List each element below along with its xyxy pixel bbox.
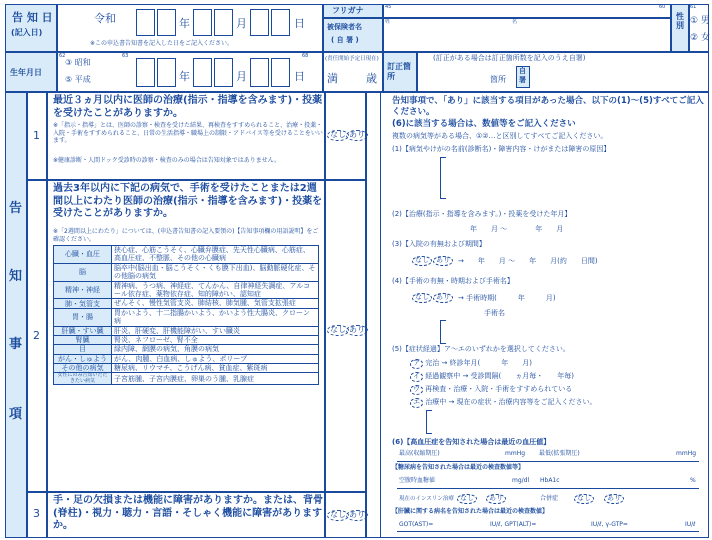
birth-day-unit: 日	[294, 70, 305, 83]
disease-items: 肝炎、肝硬変、肝機能障がい、すい臓炎	[112, 326, 319, 335]
dm-label: 【糖尿病を告知された場合は最近の検査数値等】	[392, 464, 525, 471]
section5-input[interactable]	[434, 411, 712, 433]
complication-yes[interactable]	[604, 494, 624, 504]
q3-number: 3	[33, 507, 40, 520]
notice-date-sub: (記入日)	[11, 28, 43, 37]
bp-high-label: 最高(収縮期圧)	[399, 450, 440, 457]
furigana-label: フリガナ	[332, 6, 364, 15]
q2-number: 2	[33, 329, 40, 342]
year-digit-1[interactable]	[136, 9, 155, 36]
disease-category: 腎臓	[54, 335, 112, 344]
detail-intro3: 複数の病気等がある場合、①②…と区別してすべてご記入ください。	[392, 132, 608, 140]
section3-label: (3)【入院の有無および期間】	[392, 240, 486, 248]
disease-items: ぜんそく、慢性気管支炎、肺結核、肺気腫、気管支拡張症	[112, 299, 319, 308]
side-label-2: 知	[9, 269, 23, 284]
year-unit: 年	[179, 17, 190, 30]
s5-c-mark: ウ	[410, 385, 423, 395]
gpt-label: IU/ℓ, GPT(ALT)=	[490, 521, 537, 528]
section2-line[interactable]: 年 月 〜 年 月	[470, 225, 564, 233]
section4-line[interactable]: → 手術時期( 年 月)	[458, 294, 556, 302]
section5-c[interactable]	[410, 385, 572, 395]
disease-row	[54, 281, 319, 299]
q2-no-label: なし	[327, 325, 349, 336]
q1-yes-label: あり	[346, 130, 368, 141]
disease-category: 女性にのみ告知いただきたい病気	[54, 373, 112, 385]
bp-low-label: 最低(拡張期圧)	[539, 450, 580, 457]
section4-label: (4)【手術の有無・時期および手術名】	[392, 277, 514, 285]
disease-row	[54, 345, 319, 354]
side-label-1: 告	[9, 201, 23, 216]
disease-table	[53, 245, 319, 385]
age-unit: 歳	[366, 72, 377, 85]
month-unit: 月	[236, 17, 247, 30]
insulin-no[interactable]	[457, 494, 477, 504]
era-heisei[interactable]: ⑤ 平成	[65, 75, 91, 84]
num-63: 63	[122, 53, 129, 59]
disease-category: その他の病気	[54, 364, 112, 373]
side-label-4: 項	[9, 407, 23, 422]
disease-items: 腎炎、ネフローゼ、腎不全	[112, 335, 319, 344]
insulin-yes[interactable]	[486, 494, 506, 504]
complication-no-label: なし	[574, 494, 594, 504]
disease-items: 精神病、うつ病、神経症、てんかん、自律神経失調症、アルコール依存症、薬物依存症、知的障がい、認知症	[112, 281, 319, 299]
q2-answer-cell	[325, 180, 366, 492]
furigana-field[interactable]	[383, 4, 671, 18]
birth-month-unit: 月	[236, 70, 247, 83]
q2-yes-label: あり	[346, 325, 368, 336]
insulin-label: 現在のインスリン治療	[399, 496, 454, 502]
bp-high-unit: mmHg	[505, 450, 526, 457]
hba1c-label: HbA1c	[540, 477, 560, 484]
num-45: 45	[385, 4, 392, 10]
bp-low-unit: mmHg	[676, 450, 697, 457]
disease-category: 脳	[54, 263, 112, 281]
age-full: 満	[327, 72, 338, 85]
year-digit-2[interactable]	[157, 9, 176, 36]
disease-items: 胃かいよう、十二指腸かいよう、かいよう性大腸炎、クローン病	[112, 308, 319, 326]
complication-yes-label: あり	[604, 494, 624, 504]
birth-month-1[interactable]	[193, 58, 212, 87]
day-digit-2[interactable]	[271, 9, 290, 36]
disease-items: がん、肉腫、白血病、しゅよう、ポリープ	[112, 354, 319, 363]
section1-bracket-left	[440, 157, 446, 199]
s5-a-mark: ア	[410, 359, 423, 369]
disease-category: がん・しゅよう	[54, 354, 112, 363]
section5-bracket-left	[426, 410, 432, 434]
section4-yes[interactable]	[433, 293, 453, 303]
q3-answer-yes[interactable]	[346, 510, 368, 521]
birth-label: 生年月日	[10, 68, 42, 77]
got-label: GOT(AST)=	[399, 521, 434, 528]
complication-no[interactable]	[574, 494, 594, 504]
insured-name-label: 被保険者名	[327, 23, 362, 31]
surname-label: 姓	[385, 19, 391, 25]
q1-note2: ※健康診断・人間ドック受診時の診察・検査のみの場合は告知対象ではありません。	[53, 157, 281, 164]
insured-name-field[interactable]	[383, 18, 671, 52]
section4-name-label: 手術名	[484, 309, 505, 317]
s5-d-text: 治療中 → 現在の症状・治療内容等をご記入ください。	[425, 398, 597, 406]
s4-yes-label: あり	[433, 293, 453, 303]
s5-c-text: 再検査・治療・入院・手術をすすめられている	[425, 385, 573, 393]
side-label-cell	[5, 92, 27, 538]
disease-items: 糖尿病、リウマチ、こうげん病、貧血症、紫斑病	[112, 364, 319, 373]
disease-row	[54, 326, 319, 335]
disease-row	[54, 246, 319, 264]
section4-no[interactable]	[412, 293, 432, 303]
disease-row	[54, 373, 319, 385]
section3-no[interactable]	[412, 256, 432, 266]
month-digit-2[interactable]	[214, 9, 233, 36]
num-68: 68	[302, 53, 309, 59]
birth-year-1[interactable]	[136, 58, 155, 87]
disease-row	[54, 308, 319, 326]
glucose-label: 空腹時血糖値	[399, 477, 436, 484]
s5-a-text: 完治 → 終診年月( 年 月)	[425, 359, 533, 367]
gender-field	[689, 4, 709, 52]
disease-items: 子宮筋腫、子宮内膜症、卵巣のう腫、乳腺症	[112, 373, 319, 385]
disease-row	[54, 299, 319, 308]
q2-title: 過去3年以内に下記の病気で、手術を受けたことまたは2週間以上にわたり医師の治療(指示・指導を含みます)・投薬を受けたことがありますか。	[53, 183, 323, 219]
correction-sign: 自署	[519, 67, 526, 84]
correction-count-unit: 箇所	[490, 75, 506, 84]
q1-answer-yes[interactable]	[346, 130, 368, 141]
birth-year-2[interactable]	[157, 58, 176, 87]
complication-label: 合併症	[540, 495, 559, 502]
day-unit: 日	[294, 17, 305, 30]
birth-year-unit: 年	[179, 70, 190, 83]
birth-day-1[interactable]	[250, 58, 269, 87]
month-digit-1[interactable]	[193, 9, 212, 36]
disease-category: 肺・気管支	[54, 299, 112, 308]
insulin-yes-label: あり	[486, 494, 506, 504]
num-60: 60	[659, 4, 666, 10]
section1-label: (1)【病気やけがの名前(診断名)・障害内容・けがまたは障害の原因】	[392, 145, 611, 153]
notice-note: ※この申込書告知書を記入した日をご記入ください。	[90, 40, 234, 47]
detail-intro2: (6)に該当する場合は、数値等をご記入ください	[392, 119, 576, 129]
insulin-no-label: なし	[457, 494, 477, 504]
gender-label: 性別	[676, 12, 684, 30]
disease-row	[54, 263, 319, 281]
disease-category: 胃・腸	[54, 308, 112, 326]
birth-day-2[interactable]	[271, 58, 290, 87]
detail-intro1: 告知事項で、「あり」に該当する項目があった場合、以下の(1)〜(5)すべてご記入ください。	[392, 96, 704, 118]
disease-items: 狭心症、心筋こうそく、心臓弁膜症、先天性心臓病、心筋症、高血圧症、不整脈、その他の心臓病	[112, 246, 319, 264]
q1-title: 最近３ヵ月以内に医師の治療(指示・指導を含みます)・投薬を受けたことがありますか。	[53, 95, 323, 119]
s5-b-mark: イ	[410, 372, 423, 382]
liver-underline	[397, 531, 699, 532]
s4-no-label: なし	[412, 293, 432, 303]
num-61: 61	[690, 4, 697, 10]
section5-a[interactable]	[410, 359, 532, 369]
era-reiwa: 令和	[94, 12, 116, 25]
disease-category: 精神・神経	[54, 281, 112, 299]
q2-note: ※「2週間以上にわたり」については、(申込書告知書の記入要領の)【告知事項欄の用語説明】をご確認ください。	[53, 228, 319, 243]
section5-label: (5)【症状経過】ア〜エのいずれかを選択してください。	[392, 345, 570, 353]
correction-note: (訂正がある場合は訂正箇所数を記入のうえ自署)	[433, 54, 586, 62]
q3-yes-label: あり	[346, 510, 368, 521]
liver-label: 【肝臓に関する病名を告知された場合は最近の検査数値】	[392, 508, 549, 515]
bp-underline	[397, 461, 699, 462]
s5-d-mark: エ	[410, 398, 423, 408]
hba1c-unit: %	[690, 477, 696, 484]
q1-no-label: なし	[327, 130, 349, 141]
s3-yes-label: あり	[433, 256, 453, 266]
section3-line[interactable]: → 年 月 〜 年 月(約 日間)	[458, 257, 598, 265]
disease-row	[54, 335, 319, 344]
section2-label: (2)【治療(指示・指導を含みます。)・投薬を受けた年月】	[392, 210, 572, 218]
glucose-unit: mg/dl	[512, 477, 530, 484]
disease-category: 肝臓・すい臓	[54, 326, 112, 335]
disease-items: 緑内障、網膜の病気、角膜の病気	[112, 345, 319, 354]
age-label: (責任開始予定日現在)	[325, 56, 379, 62]
s3-no-label: なし	[412, 256, 432, 266]
ggtp-label: IU/ℓ, γ-GTP=	[591, 521, 628, 528]
num-62: 62	[59, 53, 66, 59]
insured-name-sub: ( 自 署 )	[331, 36, 359, 44]
section5-d[interactable]	[410, 398, 597, 408]
dm-underline	[397, 488, 699, 489]
disease-category: 心臓・血圧	[54, 246, 112, 264]
gender-male[interactable]: ① 男	[690, 16, 710, 26]
q2-answer-yes[interactable]	[346, 325, 368, 336]
q3-title: 手・足の欠損または機能に障害がありますか。または、背骨(脊柱)・視力・聴力・言語・そしゃく機能に障害がありますか。	[53, 495, 323, 531]
birth-month-2[interactable]	[214, 58, 233, 87]
section5-b[interactable]	[410, 372, 574, 382]
section4-input[interactable]	[448, 321, 712, 343]
era-showa[interactable]: ③ 昭和	[65, 58, 91, 67]
q1-note1: ※「指示・指導」とは、医師の診察・検査を受けた結果、再検査をすすめられること、治療・投薬・入院・手術をすすめられること、日常の生活指導・職場上の制限・アドバイス等を受けることをいいます。	[53, 122, 323, 144]
correction-label: 訂正箇所	[387, 62, 411, 82]
notice-date-label: 告 知 日	[12, 11, 53, 24]
disease-category: 目	[54, 345, 112, 354]
ggtp-unit: IU/ℓ	[685, 521, 696, 528]
day-digit-1[interactable]	[250, 9, 269, 36]
section6-label: (6)【高血圧症を告知された場合は最近の血圧値】	[392, 438, 551, 446]
section4-bracket-left	[440, 320, 446, 344]
q1-number: 1	[33, 129, 40, 142]
disease-items: 脳卒中(脳出血・脳こうそく・くも膜下出血)、脳動脈硬化症、その他脳の病気	[112, 263, 319, 281]
section3-yes[interactable]	[433, 256, 453, 266]
s5-b-text: 経過観察中 → 受診間隔( ヵ月毎・ 年毎)	[425, 372, 575, 380]
section1-input[interactable]	[448, 158, 712, 198]
gender-female[interactable]: ② 女	[690, 33, 710, 43]
disease-row	[54, 354, 319, 363]
q3-no-label: なし	[327, 510, 349, 521]
side-label-3: 事	[9, 337, 23, 352]
given-name-label: 名	[512, 19, 518, 25]
